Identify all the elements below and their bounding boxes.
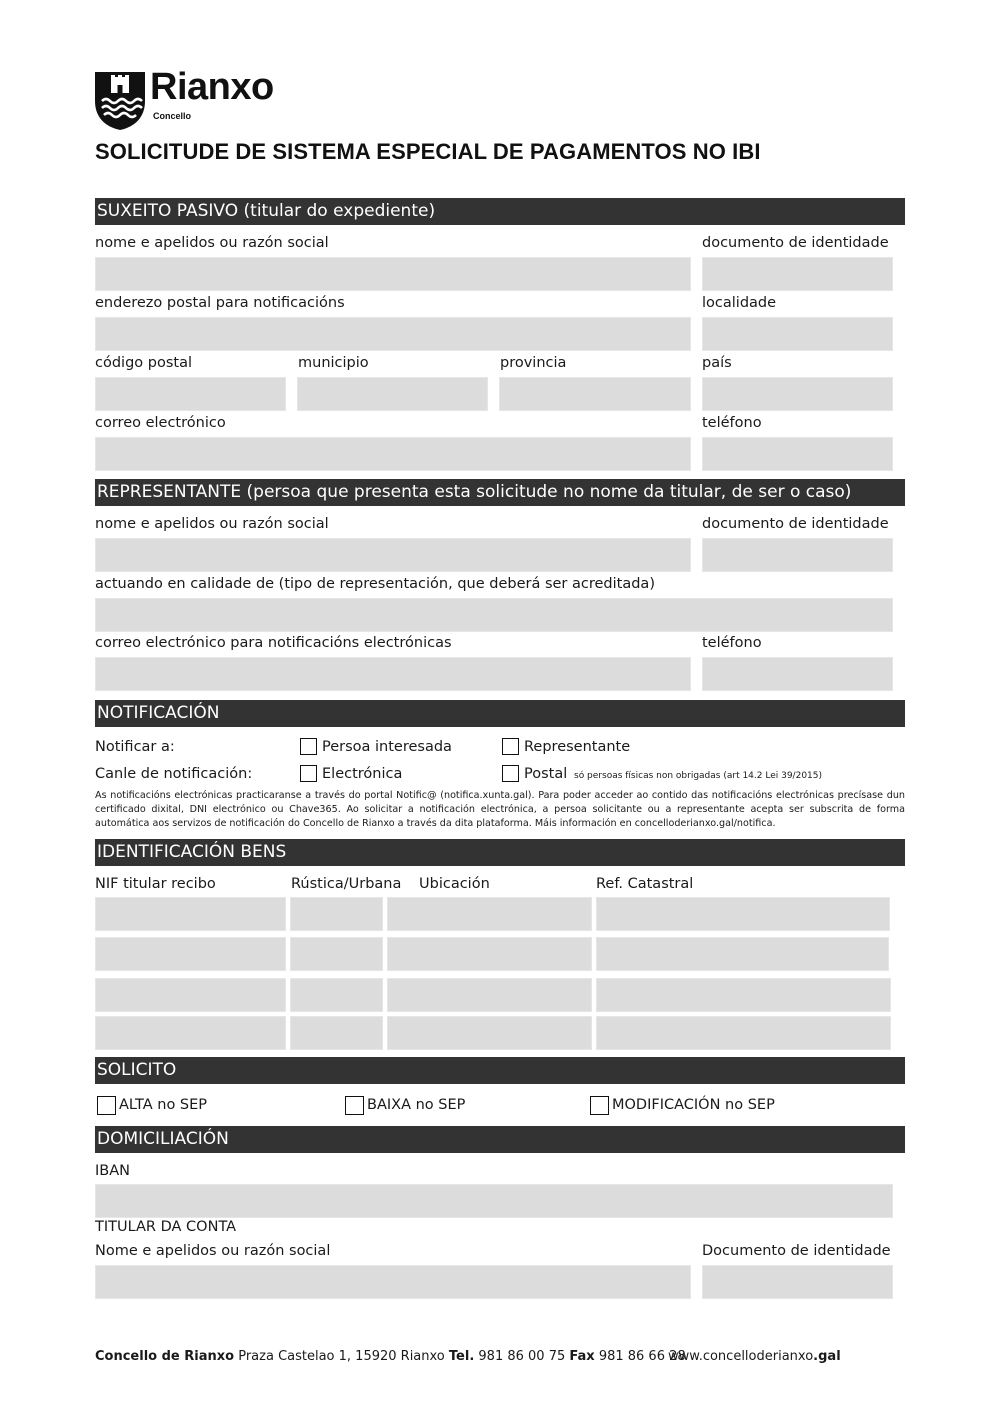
bens-row-1-nif-field[interactable] — [95, 897, 286, 931]
postal-label: Postal — [524, 766, 568, 782]
representante-telefono-label: teléfono — [702, 635, 762, 651]
bens-col-nif: NIF titular recibo — [95, 876, 216, 892]
footer-tel-label: Tel. — [448, 1349, 475, 1364]
section-bar-bens: IDENTIFICACIÓN BENS — [95, 839, 905, 866]
section-bar-solicito: SOLICITO — [95, 1057, 905, 1084]
footer-web-tld: .gal — [813, 1349, 841, 1364]
bens-row-4-tipo-field[interactable] — [290, 1016, 383, 1050]
representante-documento-field[interactable] — [702, 538, 893, 572]
suxeito-documento-label: documento de identidade — [702, 235, 889, 251]
footer-address: Praza Castelao 1, 15920 Rianxo — [238, 1349, 445, 1364]
suxeito-correo-label: correo electrónico — [95, 415, 226, 431]
representante-actuando-field[interactable] — [95, 598, 893, 632]
suxeito-localidade-field[interactable] — [702, 317, 893, 351]
alta-sep-label: ALTA no SEP — [119, 1097, 208, 1113]
persoa-interesada-label: Persoa interesada — [322, 739, 452, 755]
suxeito-enderezo-label: enderezo postal para notificacións — [95, 295, 345, 311]
representante-correo-label: correo electrónico para notificacións electrónicas — [95, 635, 452, 651]
bens-row-3-ref-field[interactable] — [596, 978, 891, 1012]
suxeito-municipio-label: municipio — [298, 355, 369, 371]
suxeito-pais-field[interactable] — [702, 377, 893, 411]
footer-website[interactable] — [668, 1349, 841, 1364]
suxeito-cp-field[interactable] — [95, 377, 286, 411]
bens-row-2-ref-field[interactable] — [596, 937, 889, 971]
section-bar-suxeito: SUXEITO PASIVO (titular do expediente) — [95, 198, 905, 225]
representante-telefono-field[interactable] — [702, 657, 893, 691]
suxeito-localidade-label: localidade — [702, 295, 777, 311]
suxeito-nome-field[interactable] — [95, 257, 691, 291]
bens-col-ref-catastral: Ref. Catastral — [596, 876, 694, 892]
notificacion-note: As notificacións electrónicas practicaranse a través do portal Notific@ (notifica.xunta.gal). Para poder acceder ao contido das notificacións electrónicas precísase dun certificado dixital, DNI electrónico ou Chave365. Ao solicitar a notificación electrónica, a persoa solicitante ou a representante acepta ser subscrita de forma automática aos servizos de notificación do Concello de Rianxo a través da dita plataforma. Máis información en concelloderianxo.gal/notifica. — [95, 790, 905, 829]
suxeito-correo-field[interactable] — [95, 437, 691, 471]
footer-web-main: www.concelloderianxo — [668, 1349, 814, 1364]
representante-actuando-label: actuando en calidade de (tipo de representación, que deberá ser acreditada) — [95, 576, 655, 592]
footer-fax: 981 86 66 28 — [598, 1349, 686, 1364]
suxeito-documento-field[interactable] — [702, 257, 893, 291]
section-bar-representante: REPRESENTANTE (persoa que presenta esta solicitude no nome da titular, de ser o caso) — [95, 479, 905, 506]
bens-col-rustica-urbana: Rústica/Urbana — [291, 876, 402, 892]
alta-sep-checkbox[interactable] — [97, 1096, 116, 1115]
representante-checkbox[interactable] — [502, 738, 519, 755]
bens-row-2-tipo-field[interactable] — [290, 937, 383, 971]
suxeito-enderezo-field[interactable] — [95, 317, 691, 351]
bens-row-3-ubicacion-field[interactable] — [387, 978, 592, 1012]
baixa-sep-label: BAIXA no SEP — [367, 1097, 466, 1113]
suxeito-municipio-field[interactable] — [297, 377, 488, 411]
representante-correo-field[interactable] — [95, 657, 691, 691]
representante-documento-label: documento de identidade — [702, 516, 889, 532]
suxeito-provincia-label: provincia — [500, 355, 567, 371]
suxeito-telefono-field[interactable] — [702, 437, 893, 471]
bens-row-2-ubicacion-field[interactable] — [387, 937, 592, 971]
baixa-sep-checkbox[interactable] — [345, 1096, 364, 1115]
suxeito-telefono-label: teléfono — [702, 415, 762, 431]
titular-documento-field[interactable] — [702, 1265, 893, 1299]
canle-notificacion-label: Canle de notificación: — [95, 766, 253, 782]
titular-nome-field[interactable] — [95, 1265, 691, 1299]
titular-documento-label: Documento de identidade — [702, 1243, 891, 1259]
postal-note: só persoas físicas non obrigadas (art 14.2 Lei 39/2015) — [574, 771, 823, 781]
electronica-checkbox[interactable] — [300, 765, 317, 782]
bens-row-1-tipo-field[interactable] — [290, 897, 383, 931]
iban-label: IBAN — [95, 1163, 130, 1179]
footer-tel: 981 86 00 75 — [478, 1349, 566, 1364]
representante-nome-label: nome e apelidos ou razón social — [95, 516, 329, 532]
suxeito-provincia-field[interactable] — [499, 377, 691, 411]
modificacion-sep-label: MODIFICACIÓN no SEP — [612, 1097, 775, 1113]
bens-row-1-ref-field[interactable] — [596, 897, 890, 931]
modificacion-sep-checkbox[interactable] — [590, 1096, 609, 1115]
representante-option-label: Representante — [524, 739, 631, 755]
iban-field[interactable] — [95, 1184, 893, 1218]
page-title: SOLICITUDE DE SISTEMA ESPECIAL DE PAGAMENTOS NO IBI — [95, 139, 761, 164]
bens-row-4-nif-field[interactable] — [95, 1016, 286, 1050]
suxeito-nome-label: nome e apelidos ou razón social — [95, 235, 329, 251]
footer-fax-label: Fax — [569, 1349, 595, 1364]
representante-nome-field[interactable] — [95, 538, 691, 572]
bens-row-4-ubicacion-field[interactable] — [387, 1016, 592, 1050]
footer-contact — [95, 1349, 686, 1364]
bens-row-4-ref-field[interactable] — [596, 1016, 891, 1050]
notificar-a-label: Notificar a: — [95, 739, 175, 755]
bens-row-3-nif-field[interactable] — [95, 978, 286, 1012]
electronica-label: Electrónica — [322, 766, 403, 782]
bens-row-1-ubicacion-field[interactable] — [387, 897, 592, 931]
footer-org: Concello de Rianxo — [95, 1349, 235, 1364]
logo-subtitle: Concello — [153, 111, 192, 121]
persoa-interesada-checkbox[interactable] — [300, 738, 317, 755]
section-bar-notificacion: NOTIFICACIÓN — [95, 700, 905, 727]
section-bar-domiciliacion: DOMICILIACIÓN — [95, 1126, 905, 1153]
suxeito-cp-label: código postal — [95, 355, 192, 371]
titular-conta-label: TITULAR DA CONTA — [95, 1219, 237, 1235]
bens-row-3-tipo-field[interactable] — [290, 978, 383, 1012]
logo-name: Rianxo — [150, 66, 274, 108]
titular-nome-label: Nome e apelidos ou razón social — [95, 1243, 331, 1259]
bens-row-2-nif-field[interactable] — [95, 937, 286, 971]
postal-checkbox[interactable] — [502, 765, 519, 782]
bens-col-ubicacion: Ubicación — [419, 876, 490, 892]
suxeito-pais-label: país — [702, 355, 732, 371]
rianxo-shield-logo — [94, 71, 146, 131]
